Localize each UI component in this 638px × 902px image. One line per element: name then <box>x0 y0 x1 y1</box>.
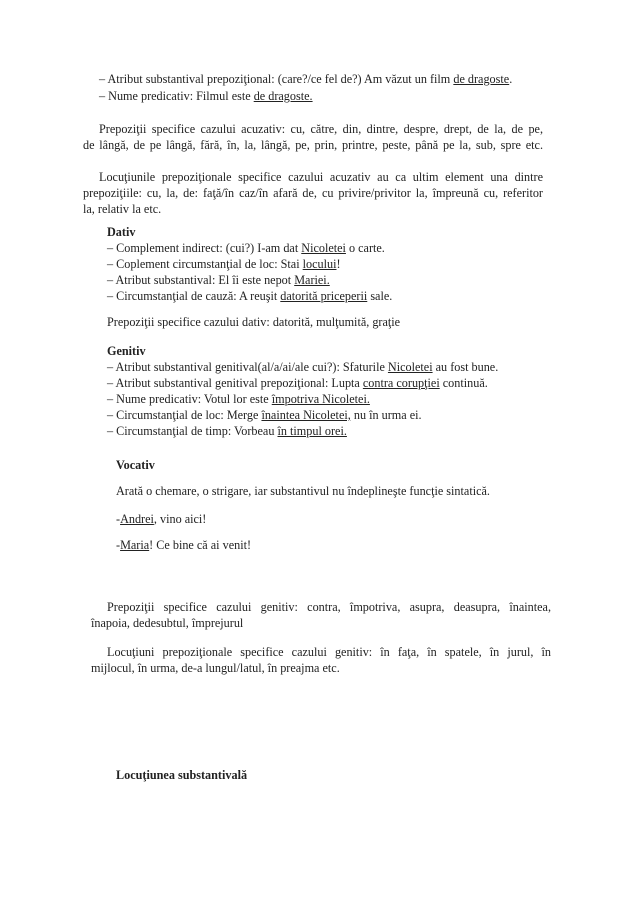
attr-prepositional-line: – Atribut substantival prepoziţional: (care?/ce fel de?) Am văzut un film de dragoste. <box>99 72 513 86</box>
genitiv-heading: Genitiv <box>107 344 146 358</box>
genitiv-locutions-line-1: Locuţiuni prepoziţionale specifice cazului genitiv: în faţa, în spatele, în jurul, în <box>107 645 551 659</box>
genitiv-prepositions-line-1: Prepoziţii specifice cazului genitiv: contra, împotriva, asupra, deasupra, înaintea, <box>107 600 551 614</box>
underlined-example: de dragoste <box>453 72 510 86</box>
genitiv-item: – Atribut substantival genitival(al/a/ai/ale cui?): Sfaturile Nicoletei au fost bune. <box>107 360 499 374</box>
nume-predicativ-line: – Nume predicativ: Filmul este de dragoste. <box>99 89 313 103</box>
dativ-item: – Coplement circumstanţial de loc: Stai locului! <box>107 257 341 271</box>
acuzativ-locutions-line-2: prepoziţiile: cu, la, de: faţă/în caz/în afară de, cu privire/privitor la, împreună cu, referitor <box>83 186 543 200</box>
dativ-heading: Dativ <box>107 225 136 239</box>
acuzativ-prepositions-line-1: Prepoziţii specifice cazului acuzativ: cu, către, din, dintre, despre, drept, de la, de pe, <box>99 122 543 136</box>
vocativ-example: -Andrei, vino aici! <box>116 512 207 526</box>
genitiv-locutions-line-2: mijlocul, în urma, de-a lungul/latul, în preajma etc. <box>91 661 340 675</box>
acuzativ-locutions-line-3: la, relativ la etc. <box>83 202 162 216</box>
vocativ-description: Arată o chemare, o strigare, iar substantivul nu îndeplineşte funcţie sintatică. <box>116 484 490 498</box>
genitiv-item: – Atribut substantival genitival prepoziţional: Lupta contra corupţiei continuă. <box>107 376 488 390</box>
genitiv-item: – Circumstanţial de timp: Vorbeau în timpul orei. <box>107 424 347 438</box>
dativ-item: – Circumstanţial de cauză: A reuşit datorită priceperii sale. <box>107 289 393 303</box>
genitiv-item: – Nume predicativ: Votul lor este împotriva Nicoletei. <box>107 392 370 406</box>
dativ-prepositions: Prepoziţii specifice cazului dativ: datorită, mulţumită, graţie <box>107 315 401 329</box>
dativ-item: – Atribut substantival: El îi este nepot Mariei. <box>107 273 330 287</box>
acuzativ-locutions-line-1: Locuţiunile prepoziţionale specifice cazului acuzativ au ca ultim element una dintre <box>99 170 543 184</box>
vocativ-example: -Maria! Ce bine că ai venit! <box>116 538 252 552</box>
dativ-item: – Complement indirect: (cui?) I-am dat Nicoletei o carte. <box>107 241 385 255</box>
underlined-example: de dragoste. <box>253 89 313 103</box>
vocativ-heading: Vocativ <box>116 458 155 472</box>
locutiunea-substantivala-heading: Locuţiunea substantivală <box>116 768 248 782</box>
genitiv-prepositions-line-2: înapoia, dedesubtul, împrejurul <box>91 616 244 630</box>
genitiv-item: – Circumstanţial de loc: Merge înaintea Nicoletei, nu în urma ei. <box>107 408 422 422</box>
acuzativ-prepositions-line-2: de lângă, de pe lângă, fără, în, la, lângă, pe, prin, printre, peste, până pe la, sub, spre etc. <box>83 138 543 152</box>
